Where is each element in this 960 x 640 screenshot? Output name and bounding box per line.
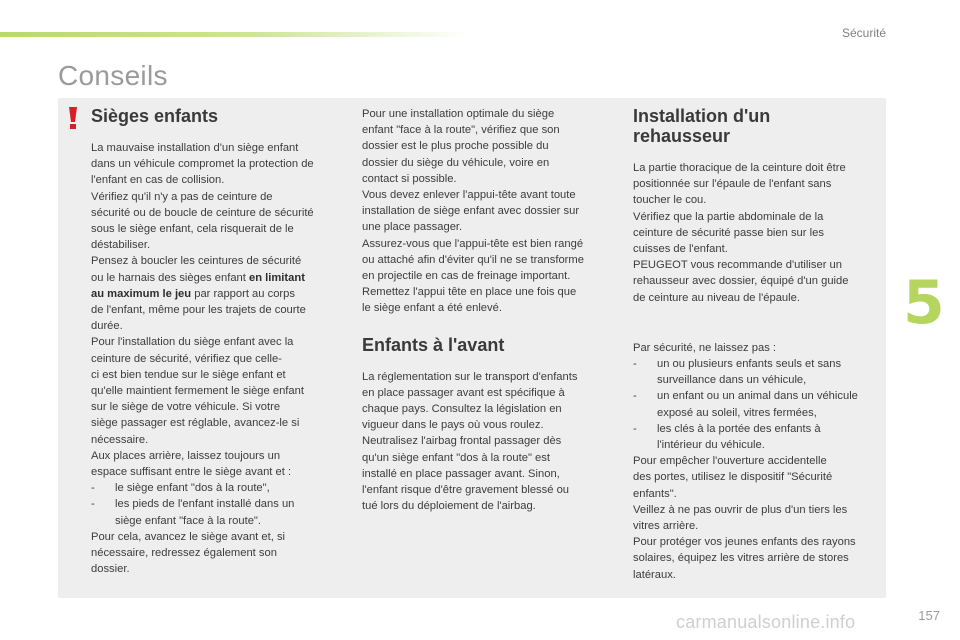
- column-booster: [633, 106, 883, 583]
- column-front-passenger: [362, 106, 617, 514]
- heading-booster: Installation d'un rehausseur: [633, 106, 771, 146]
- exclamation-icon: [66, 106, 80, 130]
- header-accent-bar: [0, 32, 470, 37]
- list-item: - un enfant ou un animal dans un véhicule exposé au soleil, vitres fermées,: [633, 390, 858, 419]
- list-item: - un ou plusieurs enfants seuls et sans surveillance dans un véhicule,: [633, 358, 842, 387]
- safety-intro: Par sécurité, ne laissez pas :: [633, 341, 777, 354]
- section-label: Sécurité: [841, 26, 886, 40]
- heading-child-seats: Sièges enfants: [91, 106, 219, 126]
- list-item: - le siège enfant "dos à la route",: [91, 482, 270, 495]
- child-seats-note: Pour cela, avancez le siège avant et, si nécessaire, redressez également son dossier.: [91, 530, 286, 576]
- page-number: 157: [918, 608, 940, 623]
- watermark: carmanualsonline.info: [676, 612, 856, 632]
- list-item: - les clés à la portée des enfants à l'intérieur du véhicule.: [633, 422, 821, 452]
- booster-text: La partie thoracique de la ceinture doit être positionnée sur l'épaule de l'enfant sans toucher le cou. Vérifiez que la partie abdominale de la ceinture de sécurité passe bien sur les cuisses de l'enfant. PEUGEOT vous recommande d'utiliser un rehausseur avec dossier, équipé d'un guide de ceinture au niveau de l'épaule.: [633, 162, 849, 304]
- child-seats-text: La mauvaise installation d'un siège enfant dans un véhicule compromet la protection de l'enfant en cas de collision. Vérifiez qu'il n'y a pas de ceinture de sécurité ou de boucle de ceinture de sécurité sous le siège enfant, cela risquerait de le déstabiliser. Pensez à boucler les ceintures de sécurité ou le harnais des sièges enfant en limitant au maximum le jeu par rapport au corps de l'enfant, même pour les trajets de courte durée. Pour l'installation du siège enfant avec la ceinture de sécurité, vérifiez que celle- ci est bien tendue sur le siège enfant et qu'elle maintient fermement le siège enfant sur le siège de votre véhicule. Si votre siège passager est réglable, avancez-le si nécessaire. Aux places arrière, laissez toujours un espace suffisant entre le siège avant et :: [91, 142, 314, 479]
- safety-list: [633, 356, 883, 453]
- doors-windows-text: Pour empêcher l'ouverture accidentelle des portes, utilisez le dispositif "Sécurité enfants". Veillez à ne pas ouvrir de plus d'un tiers les vitres arrière. Pour protéger vos jeunes enfants des rayons solaires, équipez les vitres arrière de stores latéraux.: [633, 455, 856, 581]
- page-title: Conseils: [58, 60, 168, 91]
- rear-space-list: [91, 480, 346, 529]
- front-children-text: La réglementation sur le transport d'enfants en place passager avant est spécifique à chaque pays. Consultez la législation en vigueur dans le pays où vous roulez. Neutralisez l'airbag frontal passager dès qu'un siège enfant "dos à la route" est installé en place passager avant. Sinon, l'enfant risque d'être gravement blessé ou tué lors du déploiement de l'airbag.: [362, 370, 578, 513]
- content-panel: [58, 98, 886, 598]
- chapter-number: 5: [903, 268, 945, 338]
- column-child-seats: [91, 106, 346, 577]
- optimal-installation-text: Pour une installation optimale du siège enfant "face à la route", vérifiez que son dossier est le plus proche possible du dossier du siège du véhicule, voire en contact si possible. Vous devez enlever l'appui-tête avant toute installation de siège enfant avec dossier sur une place passager. Assurez-vous que l'appui-tête est bien rangé ou attaché afin d'éviter qu'il ne se transforme en projectile en cas de freinage important. Remettez l'appui tête en place une fois que le siège enfant a été enlevé.: [362, 108, 584, 315]
- list-item: - les pieds de l'enfant installé dans un siège enfant "face à la route".: [91, 498, 295, 527]
- heading-front-children: Enfants à l'avant: [362, 334, 505, 355]
